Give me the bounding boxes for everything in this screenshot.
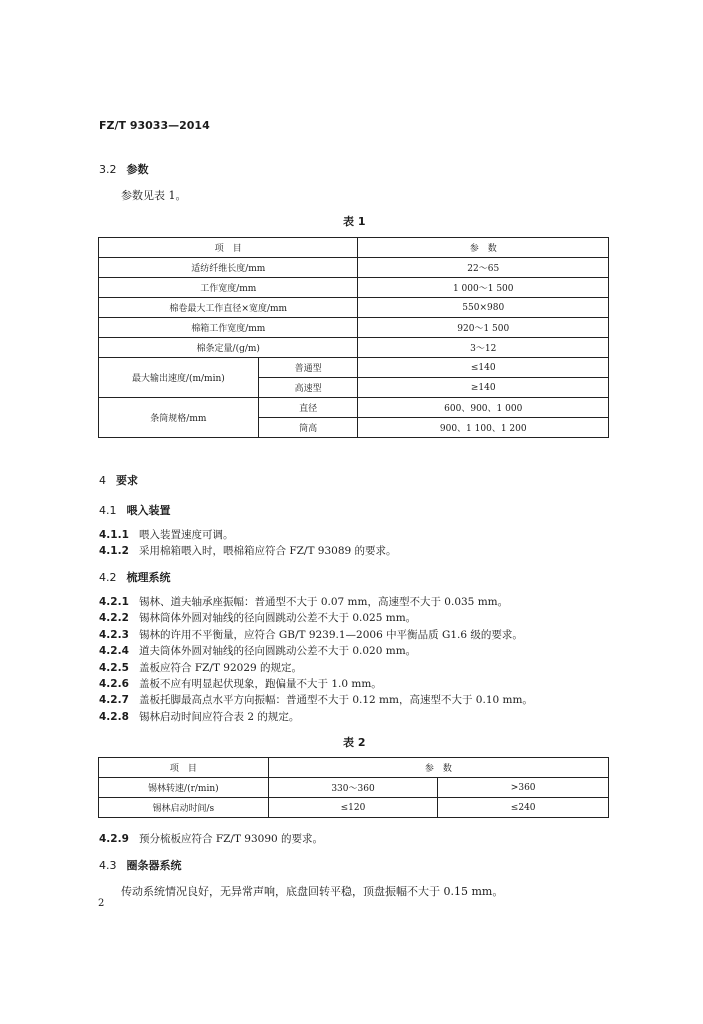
header-cell: 参 数 — [358, 238, 609, 258]
section-title: 要求 — [116, 474, 138, 487]
clause-4-2-9 — [99, 831, 323, 846]
section-3-2-heading — [99, 161, 149, 177]
row-value: ≥140 — [358, 378, 609, 398]
section-number: 4.3 — [99, 859, 117, 872]
section-4-3-heading — [99, 857, 182, 873]
row-label: 棉条定量/(g/m) — [99, 338, 358, 358]
table-row — [99, 278, 609, 298]
row-value: 550×980 — [358, 298, 609, 318]
clause-4-1-1 — [99, 527, 234, 542]
header-cell: 参 数 — [268, 758, 608, 778]
section-title: 梳理系统 — [126, 571, 171, 584]
clause-text: 盖板托脚最高点水平方向振幅：普通型不大于 0.12 mm，高速型不大于 0.10 mm。 — [139, 694, 533, 706]
table-row — [99, 798, 609, 818]
clause-number: 4.2.9 — [99, 833, 129, 845]
row-value: 920～1 500 — [358, 318, 609, 338]
clause-number: 4.2.3 — [99, 629, 129, 641]
row-label: 棉卷最大工作直径×宽度/mm — [99, 298, 358, 318]
clause-4-2-6 — [99, 676, 382, 691]
row-value: 600、900、1 000 — [358, 398, 609, 418]
clause-4-2-4 — [99, 643, 416, 658]
table-row — [99, 358, 609, 378]
clause-text: 预分梳板应符合 FZ/T 93090 的要求。 — [139, 833, 324, 845]
clause-text: 盖板不应有明显起伏现象，跑偏量不大于 1.0 mm。 — [139, 678, 382, 690]
clause-number: 4.2.7 — [99, 694, 129, 706]
table-header-row — [99, 238, 609, 258]
section-4-1-heading — [99, 502, 171, 518]
clause-number: 4.1.2 — [99, 545, 129, 557]
clause-4-2-8 — [99, 709, 299, 724]
clause-4-2-1 — [99, 594, 508, 609]
clause-text: 采用棉箱喂入时，喂棉箱应符合 FZ/T 93089 的要求。 — [139, 545, 397, 557]
clause-text: 锡林筒体外圆对轴线的径向圆跳动公差不大于 0.025 mm。 — [139, 612, 417, 624]
table-2-caption: 表 2 — [343, 736, 366, 749]
row-sublabel: 直径 — [258, 398, 358, 418]
row-label: 棉箱工作宽度/mm — [99, 318, 358, 338]
document-header: FZ/T 93033—2014 — [99, 119, 210, 132]
section-title: 参数 — [126, 163, 149, 176]
row-value: ≤240 — [438, 798, 609, 818]
row-value: 900、1 100、1 200 — [358, 418, 609, 438]
row-label: 工作宽度/mm — [99, 278, 358, 298]
section-number: 4 — [99, 474, 106, 487]
header-cell: 项 目 — [99, 238, 358, 258]
row-sublabel: 高速型 — [258, 378, 358, 398]
section-4-3-text: 传动系统情况良好，无异常声响，底盘回转平稳，顶盘振幅不大于 0.15 mm。 — [121, 885, 504, 898]
clause-number: 4.2.4 — [99, 645, 129, 657]
table-row — [99, 398, 609, 418]
clause-text: 道夫筒体外圆对轴线的径向圆跳动公差不大于 0.020 mm。 — [139, 645, 417, 657]
table-row — [99, 338, 609, 358]
clause-4-2-2 — [99, 610, 416, 625]
row-value: 1 000～1 500 — [358, 278, 609, 298]
section-4-heading — [99, 472, 138, 488]
table-row — [99, 778, 609, 798]
section-number: 3.2 — [99, 163, 117, 176]
row-value: >360 — [438, 778, 609, 798]
row-value: 22～65 — [358, 258, 609, 278]
clause-text: 喂入装置速度可调。 — [139, 529, 234, 541]
page-number: 2 — [98, 898, 105, 909]
parameters-table — [98, 237, 609, 438]
table-header-row — [99, 758, 609, 778]
row-value: ≤120 — [268, 798, 438, 818]
row-label: 条筒规格/mm — [99, 398, 259, 438]
section-3-2-text: 参数见表 1。 — [121, 189, 187, 202]
table-1-caption: 表 1 — [343, 215, 366, 228]
table-row — [99, 318, 609, 338]
row-label: 锡林转速/(r/min) — [99, 778, 269, 798]
row-sublabel: 筒高 — [258, 418, 358, 438]
row-value: ≤140 — [358, 358, 609, 378]
section-4-2-heading — [99, 569, 171, 585]
clause-number: 4.2.8 — [99, 711, 129, 723]
row-label: 最大输出速度/(m/min) — [99, 358, 259, 398]
clause-4-2-3 — [99, 627, 523, 642]
clause-4-2-5 — [99, 660, 302, 675]
row-label: 锡林启动时间/s — [99, 798, 269, 818]
clause-text: 锡林、道夫轴承座振幅：普通型不大于 0.07 mm，高速型不大于 0.035 mm。 — [139, 596, 509, 608]
table-row — [99, 258, 609, 278]
section-title: 圈条器系统 — [126, 859, 182, 872]
section-number: 4.2 — [99, 571, 117, 584]
clause-number: 4.2.1 — [99, 596, 129, 608]
clause-text: 锡林的许用不平衡量，应符合 GB/T 9239.1—2006 中平衡品质 G1.6 级的要求。 — [139, 629, 523, 641]
row-label: 适纺纤维长度/mm — [99, 258, 358, 278]
table-row — [99, 298, 609, 318]
clause-number: 4.1.1 — [99, 529, 129, 541]
clause-number: 4.2.2 — [99, 612, 129, 624]
row-sublabel: 普通型 — [258, 358, 358, 378]
section-number: 4.1 — [99, 504, 117, 517]
clause-4-1-2 — [99, 543, 397, 558]
clause-text: 锡林启动时间应符合表 2 的规定。 — [139, 711, 300, 723]
row-value: 330～360 — [268, 778, 438, 798]
section-title: 喂入装置 — [126, 504, 171, 517]
header-cell: 项 目 — [99, 758, 269, 778]
row-value: 3～12 — [358, 338, 609, 358]
clause-text: 盖板应符合 FZ/T 92029 的规定。 — [139, 662, 303, 674]
clause-number: 4.2.5 — [99, 662, 129, 674]
cylinder-start-table — [98, 757, 609, 818]
clause-4-2-7 — [99, 692, 533, 707]
clause-number: 4.2.6 — [99, 678, 129, 690]
